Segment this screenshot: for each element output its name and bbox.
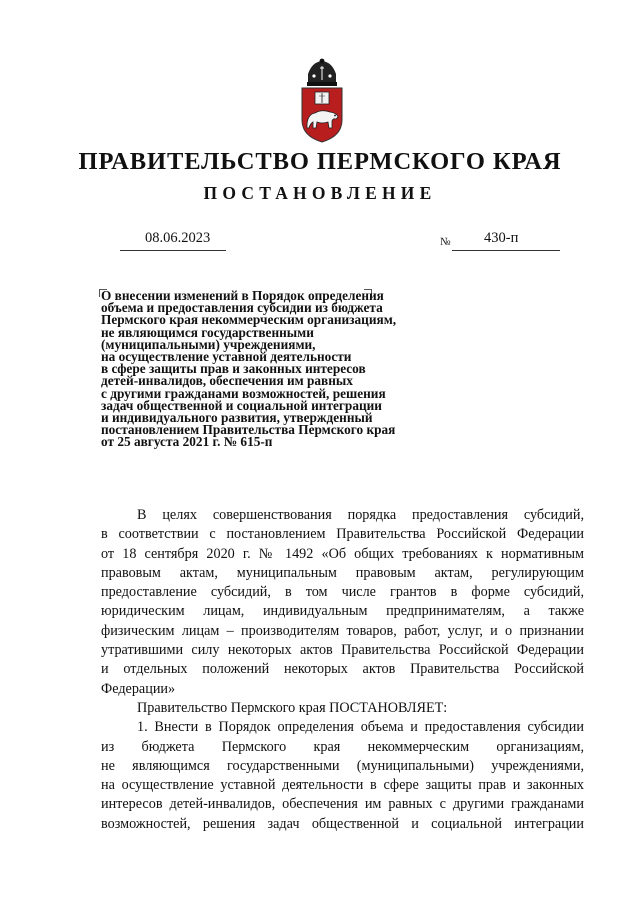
subject-line: объема и предоставления субсидии из бюджета [101, 300, 383, 316]
preamble-line: В целях совершенствования порядка предоставления субсидий, [137, 507, 584, 523]
item-line: не являющимся государственными (муниципальными) учреждениями, [101, 757, 584, 774]
subject-line: О внесении изменений в Порядок определения [101, 288, 384, 303]
subject-line: с другими гражданами возможностей, решения [101, 385, 386, 401]
decree-line: Правительство Пермского края ПОСТАНОВЛЯЕТ: [137, 699, 448, 716]
preamble-line: Федерации» [101, 680, 176, 697]
subject-line: на осуществление уставной деятельности [101, 349, 352, 365]
perm-krai-coat-of-arms-icon [298, 58, 346, 144]
preamble-line: утратившими силу некоторых актов Правительства Российской Федерации [101, 642, 584, 659]
preamble-line: и отдельных положений некоторых актов Правительства Российской [101, 661, 584, 678]
subject-line: Пермского края некоммерческим организациям, [101, 312, 397, 328]
document-subject [101, 290, 396, 449]
subject-line: в сфере защиты прав и законных интересов [101, 361, 366, 377]
document-number: 430-п [484, 230, 519, 246]
subject-line: детей-инвалидов, обеспечения им равных [101, 373, 353, 389]
item-line: на осуществление уставной деятельности в сфере защиты прав и законных [101, 777, 584, 794]
number-sign: № [440, 236, 451, 248]
subject-line: постановлением Правительства Пермского края [101, 422, 396, 438]
item-line: из бюджета Пермского края некоммерческим организациям, [101, 738, 584, 755]
preamble-line: юридическим лицам, индивидуальным предпринимателям, а также [101, 603, 584, 620]
preamble-line: от 18 сентября 2020 г. № 1492 «Об общих требованиях к нормативным [101, 545, 584, 562]
subject-line: и индивидуального развития, утвержденный [101, 410, 373, 426]
subject-line: (муниципальными) учреждениями, [101, 336, 316, 352]
preamble-line: физическим лицам – производителям товаров, работ, услуг, и о признании [101, 622, 584, 639]
subject-line: от 25 августа 2021 г. № 615-п [101, 434, 273, 450]
subject-line: не являющимся государственными [101, 324, 314, 340]
item-line: интересов детей-инвалидов, обеспечения им равных с другими гражданами [101, 796, 584, 813]
preamble-line: в соответствии с постановлением Правительства Российской Федерации [101, 526, 584, 543]
preamble-line: предоставление субсидий, в том числе грантов в форме субсидий, [101, 584, 584, 601]
document-date: 08.06.2023 [145, 230, 211, 246]
document-body [101, 506, 584, 834]
subject-line: задач общественной и социальной интеграции [101, 397, 382, 413]
document-type: ПОСТАНОВЛЕНИЕ [203, 183, 437, 203]
preamble-line: правовым актам, муниципальным правовым актам, регулирующим [101, 564, 584, 581]
item-line: 1. Внести в Порядок определения объема и предоставления субсидии [137, 719, 584, 736]
item-line: возможностей, решения задач общественной и социальной интеграции [101, 815, 584, 832]
government-title: ПРАВИТЕЛЬСТВО ПЕРМСКОГО КРАЯ [78, 148, 562, 175]
